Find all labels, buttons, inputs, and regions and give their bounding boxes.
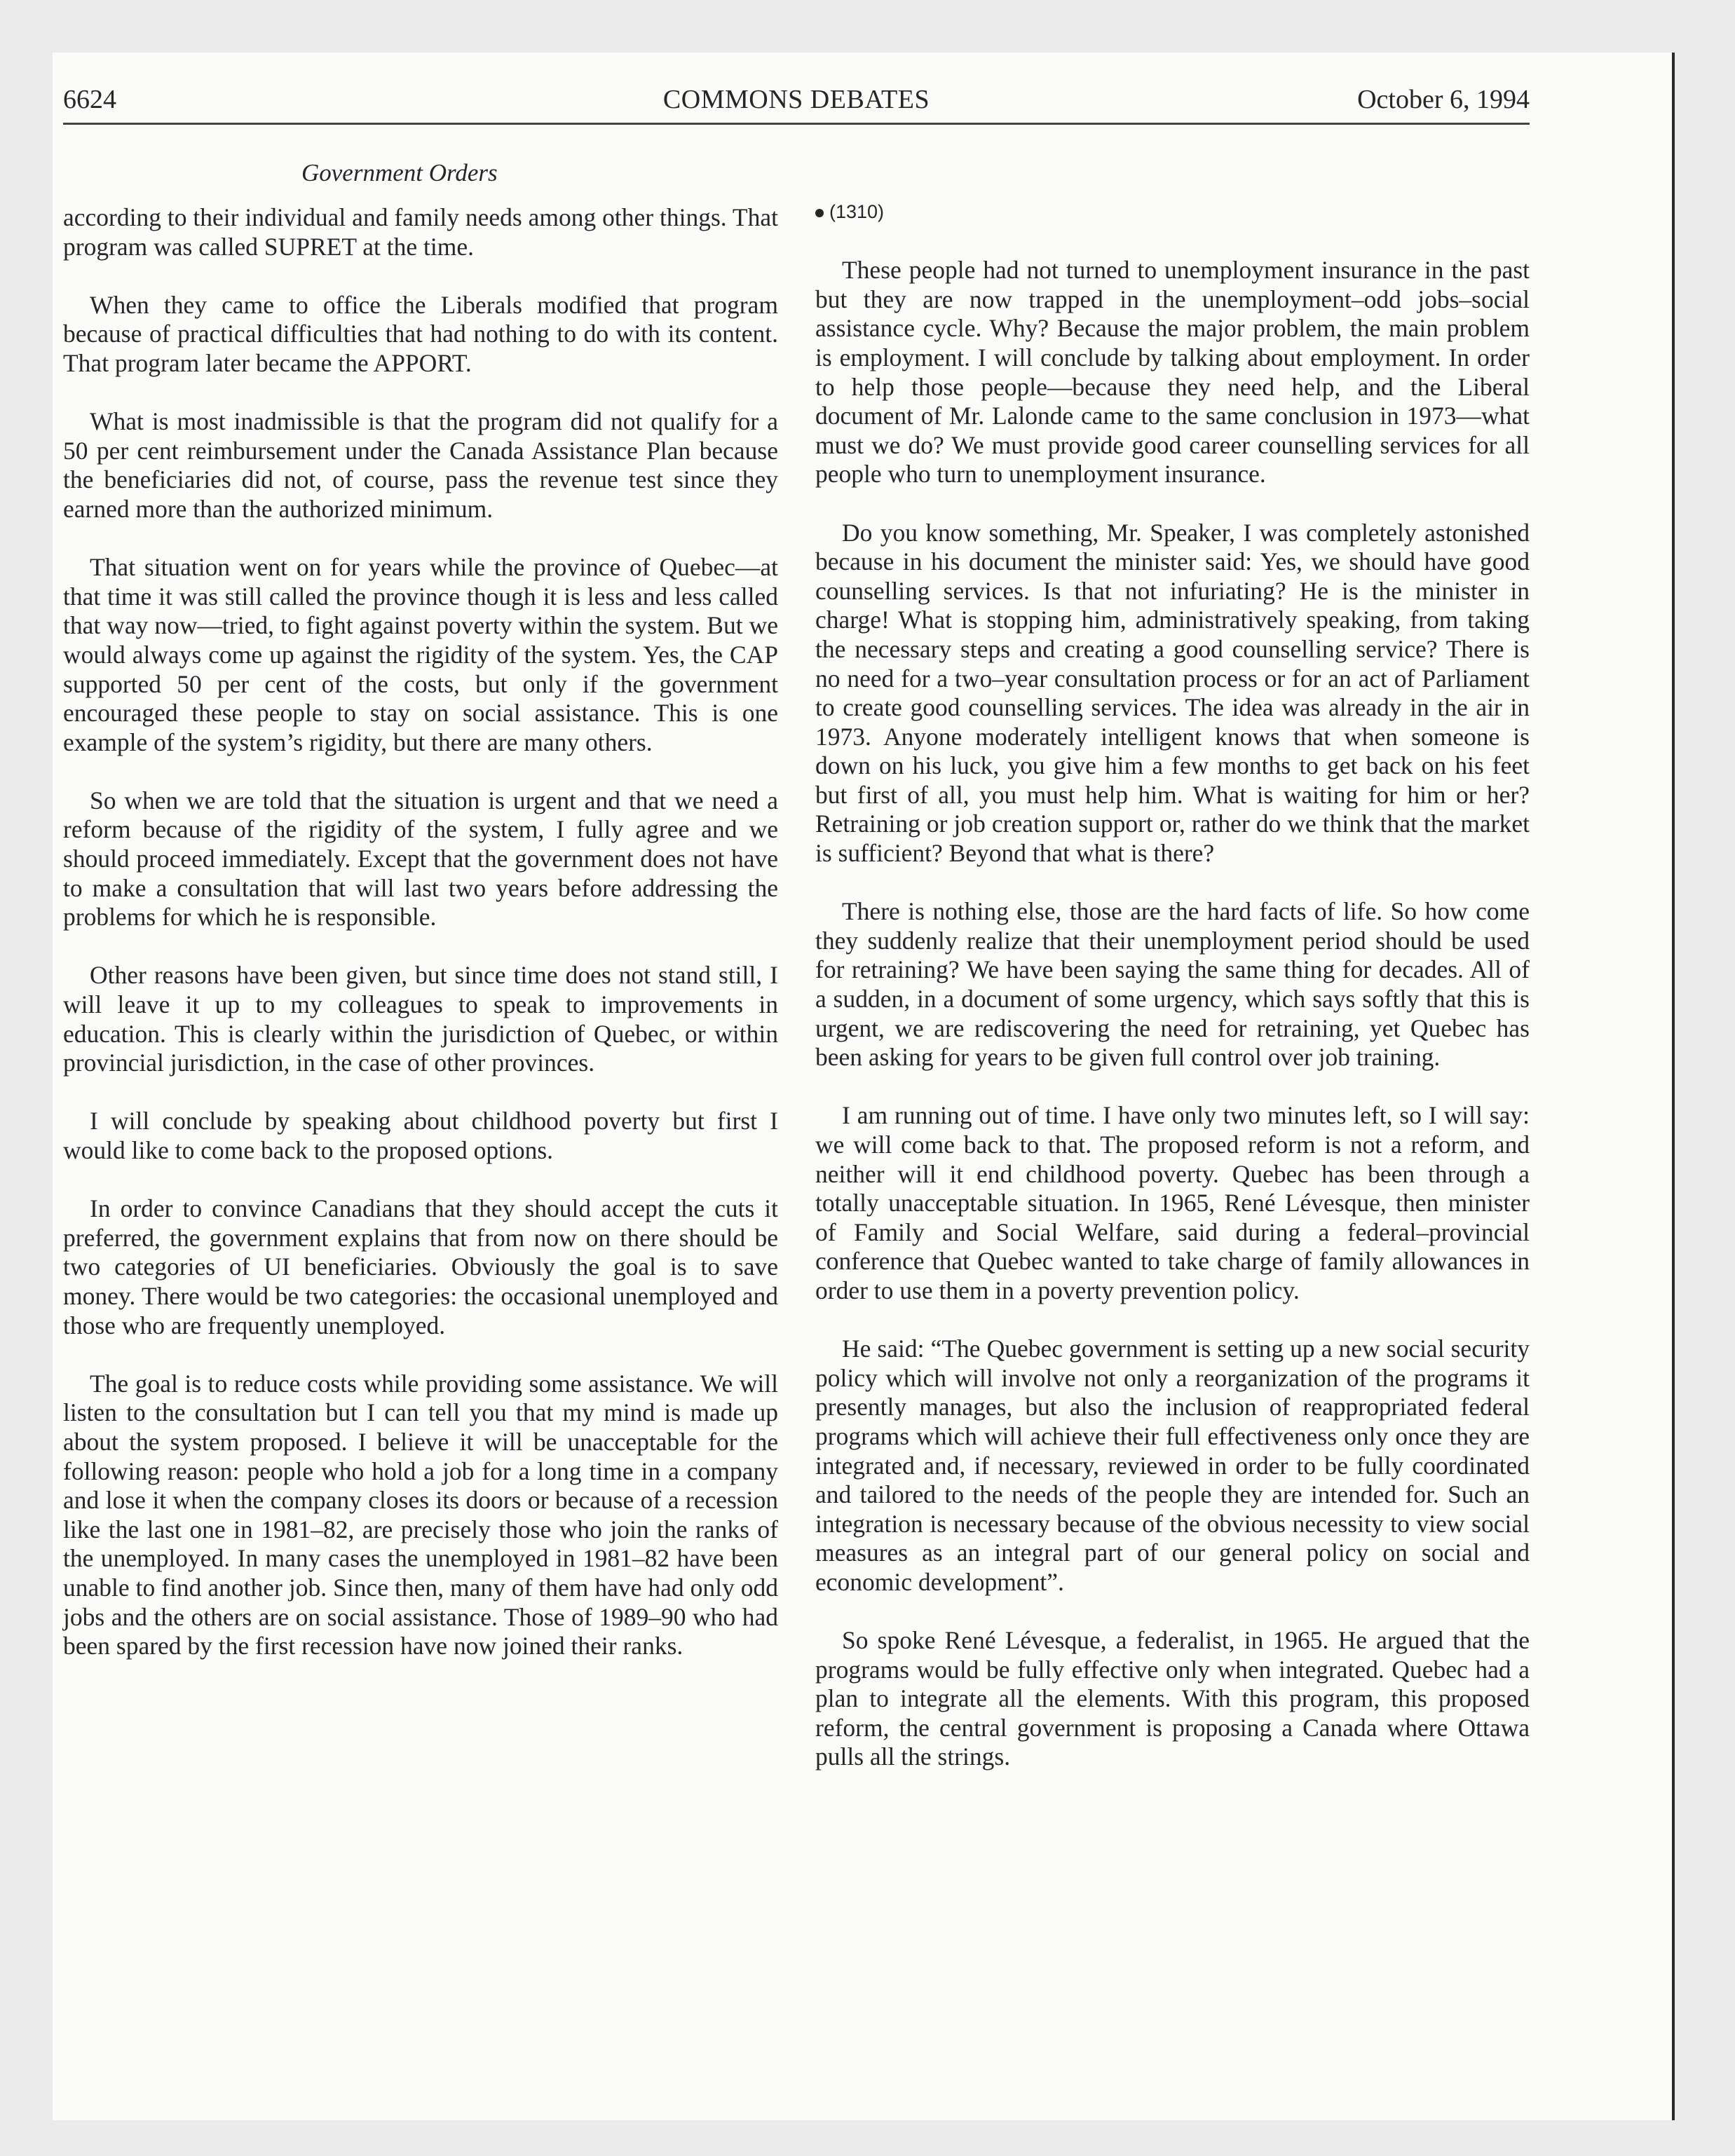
paragraph: These people had not turned to unemployment insurance in the past but they are now trapped in the unemployment–odd jobs–social assistance cycle. Why? Because the major problem, the main problem is employment. I will conclude by talking about employment. In order to help those people—because they need help, and the Liberal document of Mr. Lalonde came to the same conclusion in 1973—what must we do? We must provide good career counselling services for all people who turn to unemployment insurance.	[815, 256, 1530, 489]
publication-title: COMMONS DEBATES	[662, 85, 930, 114]
page-number: 6624	[63, 85, 116, 114]
paragraph: I am running out of time. I have only two minutes left, so I will say: we will come back to that. The proposed reform is not a reform, and neither will it end childhood poverty. Quebec has been through a totally unacceptable situation. In 1965, René Lévesque, then minister of Family and Social Welfare, said during a federal–provincial conference that Quebec wanted to take charge of family allowances in order to use them in a poverty prevention policy.	[815, 1101, 1530, 1304]
paragraph: That situation went on for years while the province of Quebec—at that time it was still called the province though it is less and less called that way now—tried, to fight against poverty within the system. But we would always come up against the rigidity of the system. Yes, the CAP supported 50 per cent of the costs, but only if the government encouraged these people to stay on social assistance. This is one example of the system’s rigidity, but there are many others.	[63, 553, 778, 756]
right-column	[815, 198, 1530, 1801]
paragraph: So spoke René Lévesque, a federalist, in 1965. He argued that the programs would be fully effective only when integrated. Quebec had a plan to integrate all the elements. With this program, this proposed reform, the central government is proposing a Canada where Ottawa pulls all the strings.	[815, 1626, 1530, 1771]
paragraph: The goal is to reduce costs while providing some assistance. We will listen to the consultation but I can tell you that my mind is made up about the system proposed. I believe it will be unacceptable for the following reason: people who hold a job for a long time in a company and lose it when the company closes its doors or because of a recession like the last one in 1981–82, are precisely those who join the ranks of the unemployed. In many cases the unemployed in 1981–82 have been unable to find another job. Since then, many of them have had only odd jobs and the others are on social assistance. Those of 1989–90 who had been spared by the first recession have now joined their ranks.	[63, 1369, 778, 1660]
section-heading: Government Orders	[301, 159, 498, 186]
paragraph: When they came to office the Liberals modified that program because of practical difficulties that had nothing to do with its content. That program later became the APPORT.	[63, 290, 778, 377]
page-edge-shadow	[1672, 53, 1675, 2120]
paragraph: There is nothing else, those are the hard facts of life. So how come they suddenly realize that their unemployment period should be used for retraining? We have been saying the same thing for decades. All of a sudden, in a document of some urgency, which says softly that this is urgent, we are rediscovering the need for retraining, yet Quebec has been asking for years to be given full control over job training.	[815, 897, 1530, 1072]
paragraph: I will conclude by speaking about childhood poverty but first I would like to come back to the proposed options.	[63, 1107, 778, 1164]
paragraph: Do you know something, Mr. Speaker, I was completely astonished because in his document the minister said: Yes, we should have good counselling services. Is that not infuriating? He is the minister in charge! What is stopping him, administratively speaking, from taking the necessary steps and creating a good counselling service? There is no need for a two–year consultation process or for an act of Parliament to create good counselling services. The idea was already in the air in 1973. Anyone moderately intelligent knows that when someone is down on his luck, you give him a few months to get back on his feet but first of all, you must help him. What is waiting for him or her? Retraining or job creation support or, rather do we think that the market is sufficient? Beyond that what is there?	[815, 518, 1530, 868]
paragraph: In order to convince Canadians that they should accept the cuts it preferred, the government explains that from now on there should be two categories of UI beneficiaries. Obviously the goal is to save money. There would be two categories: the occasional unemployed and those who are frequently unemployed.	[63, 1194, 778, 1339]
time-marker-label: (1310)	[829, 201, 885, 222]
time-marker	[815, 198, 1530, 227]
paragraph: What is most inadmissible is that the program did not qualify for a 50 per cent reimbursement under the Canada Assistance Plan because the beneficiaries did not, of course, pass the revenue test since they earned more than the authorized minimum.	[63, 407, 778, 523]
paragraph: He said: “The Quebec government is setting up a new social security policy which will involve not only a reorganization of the programs it presently manages, but also the inclusion of reappropriated federal programs which will achieve their full effectiveness only once they are integrated and, if necessary, reviewed in order to be fully coordinated and tailored to the needs of the people they are intended for. Such an integration is necessary because of the obvious necessity to view social measures as an integral part of our general policy on social and economic development”.	[815, 1335, 1530, 1596]
left-column	[63, 203, 778, 1690]
paragraph: according to their individual and family needs among other things. That program was called SUPRET at the time.	[63, 203, 778, 261]
sitting-date: October 6, 1994	[1357, 85, 1530, 114]
header-rule	[63, 123, 1530, 125]
running-header	[63, 79, 1530, 121]
paragraph: Other reasons have been given, but since time does not stand still, I will leave it up to my colleagues to speak to improvements in education. This is clearly within the jurisdiction of Quebec, or within provincial jurisdiction, in the case of other provinces.	[63, 961, 778, 1077]
paragraph: So when we are told that the situation is urgent and that we need a reform because of the rigidity of the system, I fully agree and we should proceed immediately. Except that the government does not have to make a consultation that will last two years before addressing the problems for which he is responsible.	[63, 786, 778, 932]
bullet-icon	[815, 209, 824, 217]
